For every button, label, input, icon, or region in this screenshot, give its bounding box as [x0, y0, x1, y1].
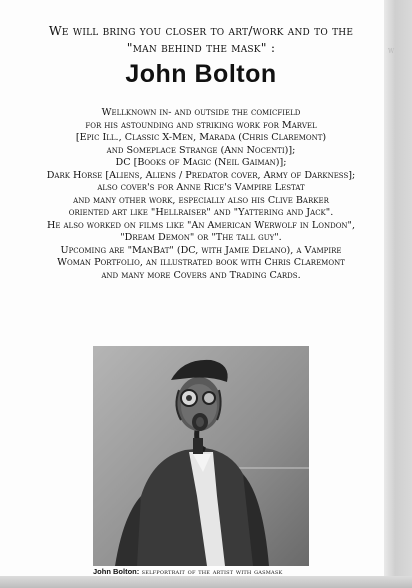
caption-artist-name: John Bolton: — [93, 567, 140, 576]
intro-line-1: We will bring you closer to art/work and to the — [48, 23, 354, 38]
bio-line: DC [Books of Magic (Neil Gaiman)]; — [115, 157, 287, 168]
bio-line: Upcoming are "ManBat" (DC, with Jamie Delano), a Vampire — [60, 244, 342, 256]
biography-text — [20, 107, 382, 282]
caption-description: selfportrait of the artist with gasmask — [141, 567, 283, 576]
bio-line: and many other work, especially also his Clive Barker — [73, 194, 329, 206]
gasmask-figure-illustration — [93, 346, 309, 566]
bio-line: Wellknown in- and outside the comicfield — [101, 107, 301, 118]
bio-line: [Epic Ill., Classic X-Men, Marada (Chris Claremont) — [75, 132, 327, 143]
next-page-edge: W — [384, 0, 412, 588]
bio-line: "Dream Demon" or "The tall guy". — [120, 232, 282, 243]
intro-text — [28, 22, 374, 56]
page-bottom-edge — [0, 576, 412, 588]
bio-line: for his astounding and striking work for Marvel — [85, 119, 317, 131]
bio-line: oriented art like "Hellraiser" and "Yattering and Jack". — [68, 207, 334, 218]
bio-line: and Someplace Strange (Ann Nocenti)]; — [106, 144, 296, 156]
bio-line: He also worked on films like "An American Werwolf in London", — [46, 219, 356, 231]
self-portrait-painting — [93, 346, 309, 566]
photo-caption — [93, 567, 323, 576]
bio-line: Dark Horse [Aliens, Aliens / Predator cover, Army of Darkness]; — [46, 169, 356, 181]
bio-line: also cover's for Anne Rice's Vampire Lestat — [97, 182, 305, 193]
bio-line: Woman Portfolio, an illustrated book with Chris Claremont — [57, 257, 345, 268]
intro-line-2: "man behind the mask" : — [126, 40, 276, 55]
bio-line: and many more Covers and Trading Cards. — [101, 269, 301, 281]
page-title: John Bolton — [125, 60, 277, 88]
